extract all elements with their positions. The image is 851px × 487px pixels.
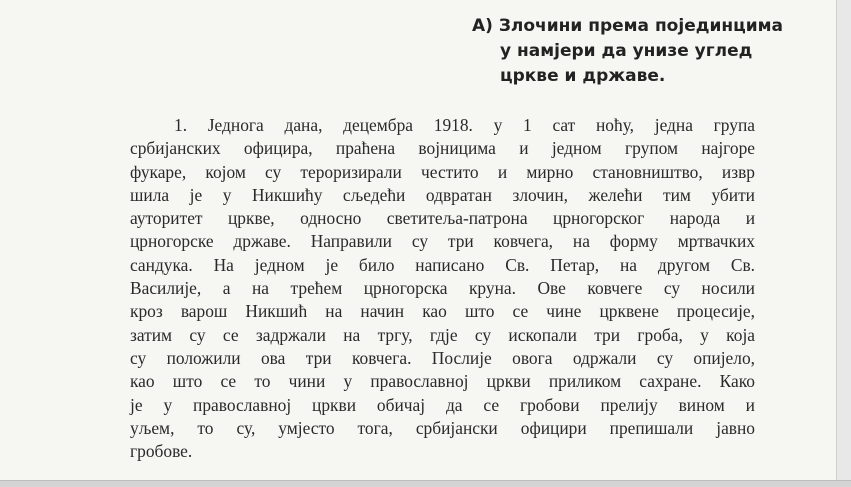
paragraph-line: уљем, то су, умјесто тога, србијански официри препишали јавно: [130, 417, 755, 438]
heading-line-1: А) Злочини према појединцима: [472, 16, 783, 36]
paragraph-line: 1. Једнога дана, децембра 1918. у 1 сат ноћу, једна група: [174, 115, 755, 135]
paragraph-line: су положили ова три ковчега. Послије овога одржали су опијело,: [130, 347, 755, 368]
page-edge-right: [836, 0, 851, 487]
paragraph-line: Василије, а на трећем црногорска круна. Ове ковчеге су носили: [130, 278, 755, 299]
paragraph-line: је у православној цркви обичај да се гробови прелију вином и: [130, 394, 755, 415]
paragraph-line: као што се то чини у православној цркви приликом сахране. Како: [130, 371, 755, 392]
paragraph-line: шила је у Никшићу сљедећи одвратан злочин, желећи тим убити: [130, 184, 755, 205]
paragraph-line: ауторитет цркве, односно светитеља-патрона црногорског народа и: [130, 208, 755, 229]
page-edge-bottom: [0, 480, 851, 487]
paragraph-line: фукаре, којом су тероризирали честито и мирно становништво, извр: [130, 161, 755, 182]
paragraph-line: гробове.: [130, 441, 193, 462]
heading-line-3: цркве и државе.: [500, 66, 666, 86]
paragraph-line: кроз варош Никшић на начин као што се чине црквене процесије,: [130, 301, 755, 322]
paragraph-line: затим су се задржали на тргу, гдје су ископали три гроба, у која: [130, 324, 755, 345]
paragraph-line: србијанских официра, праћена војницима и једном групом најгоре: [130, 138, 755, 159]
section-heading: [472, 14, 802, 89]
heading-line-2: у намјери да унизе углед: [500, 41, 753, 61]
body-paragraph: [130, 114, 755, 463]
paragraph-line: сандука. На једном је било написано Св. Петар, на другом Св.: [130, 254, 755, 275]
paragraph-line: црногорске државе. Направили су три ковчега, на форму мртвачких: [130, 231, 755, 252]
